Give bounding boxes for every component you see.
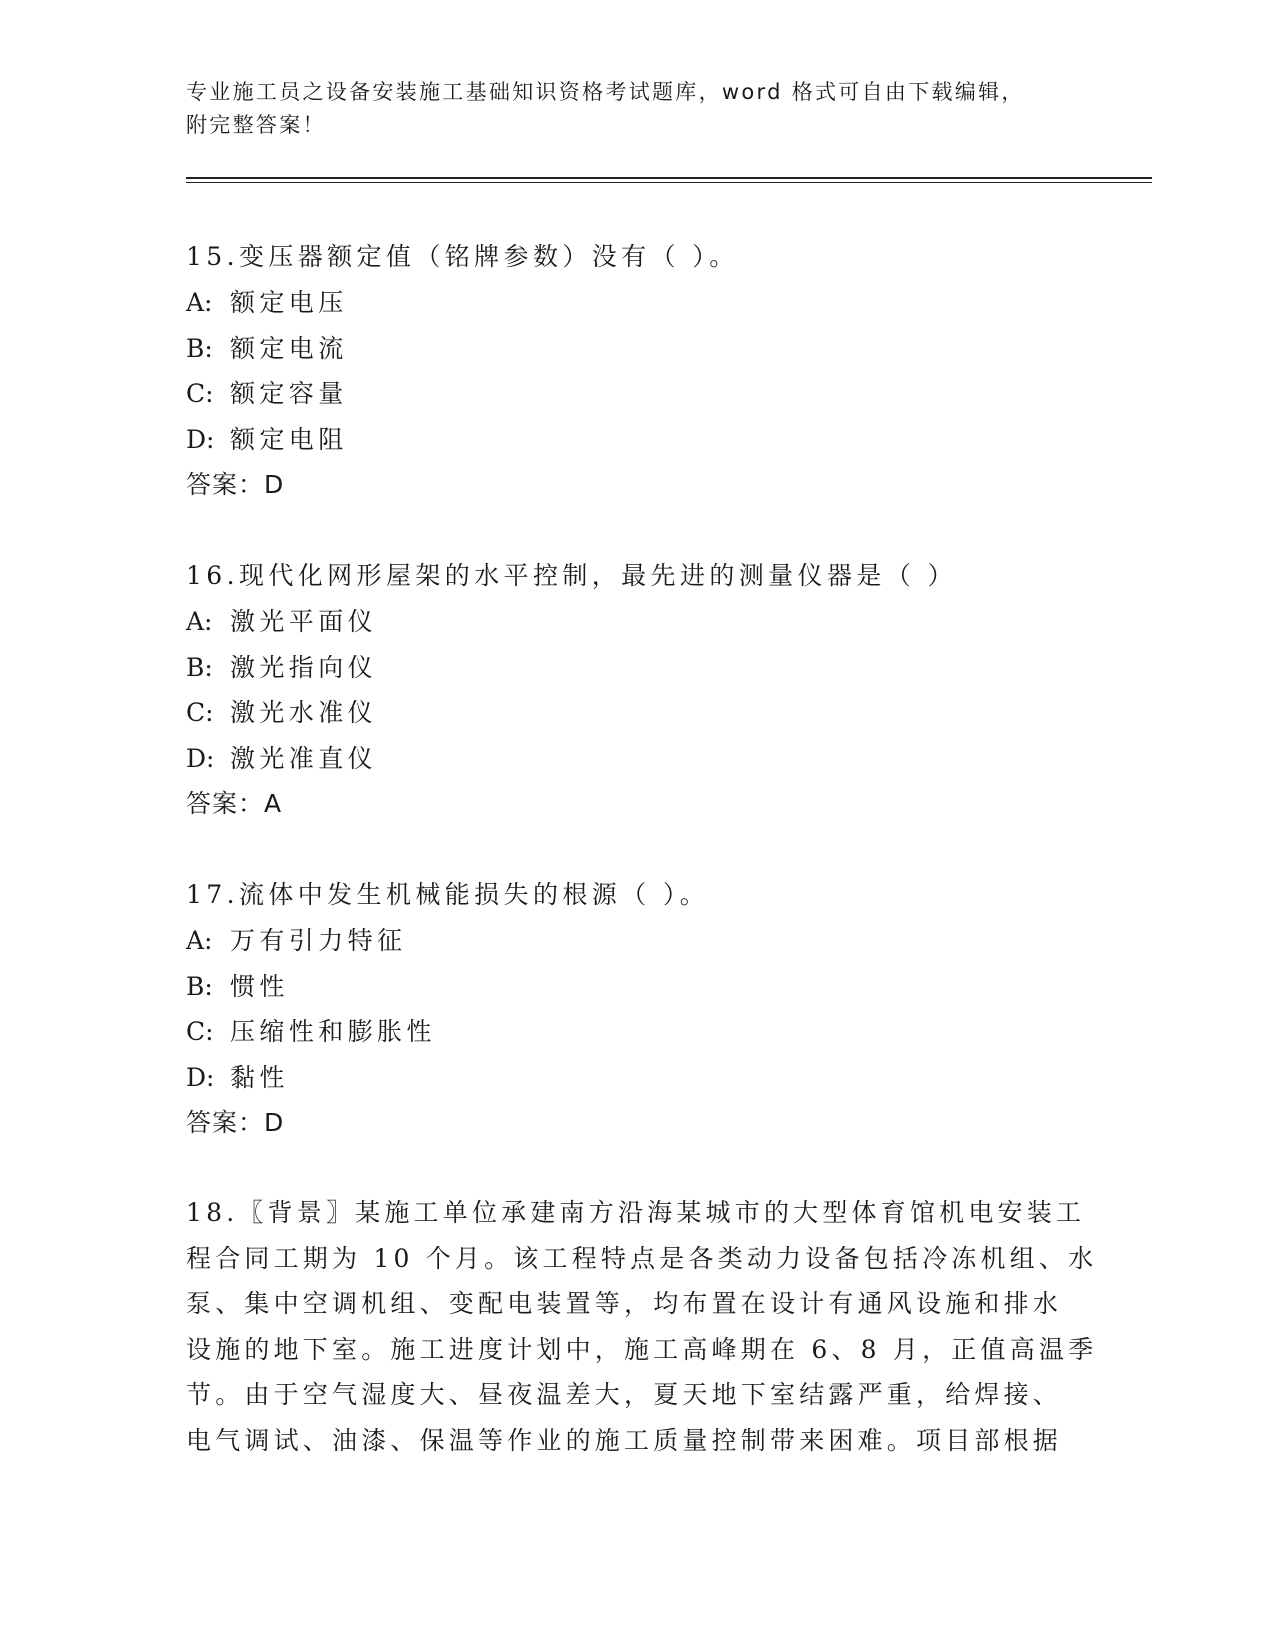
option-c: [186, 690, 1086, 736]
header-line-1: 专业施工员之设备安装施工基础知识资格考试题库，word 格式可自由下载编辑，: [186, 80, 1025, 104]
option-text: 激光指向仪: [230, 652, 378, 682]
option-label: C:: [186, 1017, 214, 1046]
answer: 答案：D: [186, 1108, 285, 1137]
paragraph-line: 设施的地下室。施工进度计划中，施工高峰期在 6、8 月，正值高温季: [186, 1334, 1098, 1364]
option-label: B:: [186, 333, 213, 363]
document-header: [186, 76, 1066, 142]
option-label: C:: [186, 379, 214, 408]
paragraph-line: 泵、集中空调机组、变配电装置等，均布置在设计有通风设施和排水: [186, 1289, 1063, 1318]
paragraph-line: 18.〖背景〗某施工单位承建南方沿海某城市的大型体育馆机电安装工: [186, 1198, 1086, 1227]
answer: 答案：D: [186, 470, 285, 499]
option-text: 激光水准仪: [230, 698, 378, 727]
header-divider-thin: [186, 182, 1152, 183]
option-c: [186, 1009, 1086, 1055]
paragraph-line: 电气调试、油漆、保温等作业的施工质量控制带来困难。项目部根据: [186, 1425, 1063, 1455]
question-stem: 16.现代化网形屋架的水平控制，最先进的测量仪器是（ ）: [186, 561, 957, 590]
option-b: [186, 964, 1086, 1010]
question-16: [186, 553, 1086, 827]
option-label: D:: [186, 424, 215, 454]
option-text: 惯性: [230, 971, 289, 1001]
option-d: [186, 736, 1086, 782]
paragraph-line: 程合同工期为 10 个月。该工程特点是各类动力设备包括冷冻机组、水: [186, 1243, 1098, 1273]
option-text: 额定电流: [230, 333, 348, 363]
question-18: [186, 1190, 1098, 1463]
question-17: [186, 872, 1086, 1146]
option-label: C:: [186, 698, 214, 727]
option-label: D:: [186, 743, 215, 773]
answer: 答案：A: [186, 789, 283, 818]
option-label: A:: [186, 926, 213, 955]
option-d: [186, 1055, 1086, 1101]
option-text: 压缩性和膨胀性: [230, 1017, 436, 1046]
option-b: [186, 645, 1086, 691]
paragraph-line: 节。由于空气湿度大、昼夜温差大，夏天地下室结露严重，给焊接、: [186, 1380, 1063, 1409]
header-line-2: 附完整答案！: [186, 113, 326, 137]
option-text: 额定容量: [230, 379, 348, 408]
option-label: A:: [186, 288, 213, 317]
option-text: 万有引力特征: [230, 926, 407, 955]
option-text: 激光平面仪: [230, 607, 378, 636]
option-label: D:: [186, 1062, 215, 1092]
question-15: [186, 234, 1086, 508]
option-label: B:: [186, 652, 213, 682]
option-text: 额定电阻: [230, 424, 348, 454]
option-label: B:: [186, 971, 213, 1001]
option-d: [186, 417, 1086, 463]
option-text: 黏性: [230, 1062, 289, 1092]
question-stem: 15.变压器额定值（铭牌参数）没有（ ）。: [186, 242, 739, 271]
option-a: [186, 599, 1086, 645]
option-a: [186, 918, 1086, 964]
option-text: 额定电压: [230, 288, 348, 317]
option-label: A:: [186, 607, 213, 636]
option-text: 激光准直仪: [230, 743, 378, 773]
option-a: [186, 280, 1086, 326]
option-c: [186, 371, 1086, 417]
option-b: [186, 326, 1086, 372]
question-stem: 17.流体中发生机械能损失的根源（ ）。: [186, 880, 710, 909]
header-divider-thick: [186, 177, 1152, 179]
